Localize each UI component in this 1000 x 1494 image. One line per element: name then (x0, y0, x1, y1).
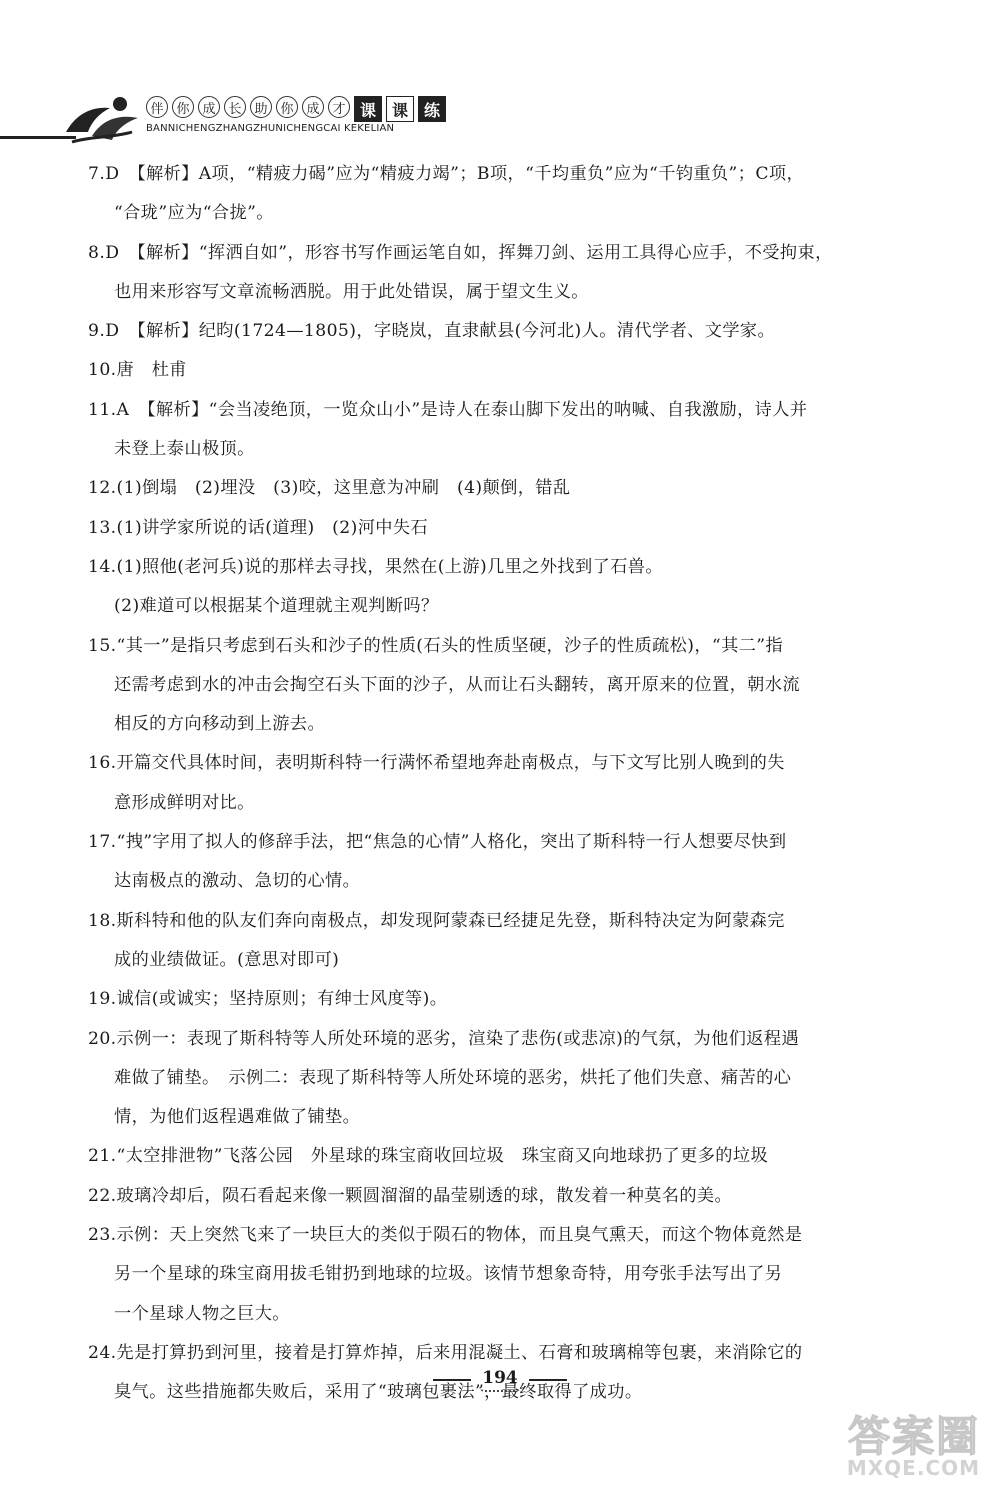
footer-rule-left (433, 1379, 471, 1381)
answer-item: 19.诚信(或诚实；坚持原则；有绅士风度等)。 (88, 989, 448, 1010)
answer-item: 15.“其一”是指只考虑到石头和沙子的性质(石头的性质坚硬，沙子的性质疏松)，“其二”指 (88, 635, 784, 656)
answer-item: 8.D 【解析】“挥洒自如”，形容书写作画运笔自如，挥舞刀剑、运用工具得心应手，不受拘束， (88, 242, 833, 263)
answer-continuation: 相反的方向移动到上游去。 (114, 714, 326, 735)
slogan-char: 你 (276, 96, 298, 118)
slogan-char: 伴 (146, 96, 168, 118)
answer-item: 12.(1)倒塌 (2)埋没 (3)咬，这里意为冲刷 (4)颠倒，错乱 (88, 478, 571, 499)
answer-continuation: “合珑”应为“合拢”。 (114, 203, 274, 224)
answer-continuation: 意形成鲜明对比。 (114, 792, 255, 813)
answer-item: 9.D 【解析】纪昀(1724—1805)，字晓岚，直隶献县(今河北)人。清代学者、文学家。 (88, 321, 776, 342)
slogan-char: 成 (198, 96, 220, 118)
runner-logo-icon (62, 92, 140, 148)
answer-continuation: 还需考虑到水的冲击会掏空石头下面的沙子，从而让石头翻转，离开原来的位置，朝水流 (114, 674, 800, 695)
answer-item: 11.A 【解析】“会当凌绝顶，一览众山小”是诗人在泰山脚下发出的呐喊、自我激励，诗人并 (88, 399, 808, 420)
answer-continuation: 一个星球人物之巨大。 (114, 1303, 290, 1324)
answer-continuation: 未登上泰山极顶。 (114, 439, 255, 460)
answer-item: 22.玻璃冷却后，陨石看起来像一颗圆溜溜的晶莹剔透的球，散发着一种莫名的美。 (88, 1185, 733, 1206)
page-number: 194 (479, 1368, 521, 1392)
answer-continuation: 也用来形容写文章流畅洒脱。用于此处错误，属于望文生义。 (114, 281, 589, 302)
slogan-char: 长 (224, 96, 246, 118)
answer-item: 18.斯科特和他的队友们奔向南极点，却发现阿蒙森已经捷足先登，斯科特决定为阿蒙森完 (88, 910, 785, 931)
answer-item: 10.唐 杜甫 (88, 360, 187, 381)
watermark-url: MXQE.COM (846, 1456, 980, 1480)
brand-char: 练 (418, 96, 446, 122)
slogan-char: 助 (250, 96, 272, 118)
answer-item: 23.示例：天上突然飞来了一块巨大的类似于陨石的物体，而且臭气熏天，而这个物体竟然是 (88, 1225, 803, 1246)
slogan-char: 才 (328, 96, 350, 118)
answer-item: 16.开篇交代具体时间，表明斯科特一行满怀希望地奔赴南极点，与下文写比别人晚到的失 (88, 753, 785, 774)
answer-continuation: 达南极点的激动、急切的心情。 (114, 871, 361, 892)
answer-item: 17.“拽”字用了拟人的修辞手法，把“焦急的心情”人格化，突出了斯科特一行人想要尽快到 (88, 832, 787, 853)
answer-item: 7.D 【解析】A项，“精疲力碣”应为“精疲力竭”；B项，“千均重负”应为“千钧重负”；C项， (88, 164, 805, 184)
answer-list (88, 155, 908, 1413)
header-pinyin: BANNICHENGZHANGZHUNICHENGCAI KEKELIAN (146, 123, 395, 134)
answer-continuation: 成的业绩做证。(意思对即可) (114, 949, 340, 970)
footer-rule-right (529, 1379, 567, 1381)
answer-continuation: 难做了铺垫。 示例二：表现了斯科特等人所处环境的恶劣，烘托了他们失意、痛苦的心 (114, 1067, 792, 1088)
answer-continuation: 臭气。这些措施都失败后，采用了“玻璃包裹法”，最终取得了成功。 (114, 1382, 643, 1403)
header-slogan (146, 96, 446, 122)
answer-item: 14.(1)照他(老河兵)说的那样去寻找，果然在(上游)几里之外找到了石兽。 (88, 556, 663, 577)
slogan-char: 你 (172, 96, 194, 118)
brand-char: 课 (386, 96, 414, 122)
answer-item: 20.示例一：表现了斯科特等人所处环境的恶劣，渲染了悲伤(或悲凉)的气氛，为他们返程遇 (88, 1028, 800, 1049)
watermark-logo-text: 答案圈 (847, 1412, 980, 1461)
answer-continuation: (2)难道可以根据某个道理就主观判断吗？ (114, 596, 439, 617)
page-footer (0, 1360, 1000, 1400)
watermark (800, 1404, 990, 1486)
answer-continuation: 另一个星球的珠宝商用拔毛钳扔到地球的垃圾。该情节想象奇特，用夸张手法写出了另 (114, 1264, 783, 1285)
answer-item: 24.先是打算扔到河里，接着是打算炸掉，后来用混凝土、石膏和玻璃棉等包裹，来消除它的 (88, 1342, 803, 1363)
answer-item: 13.(1)讲学家所说的话(道理) (2)河中失石 (88, 517, 429, 538)
page-header (0, 92, 460, 152)
brand-char: 课 (354, 96, 382, 122)
answer-continuation: 情，为他们返程遇难做了铺垫。 (114, 1107, 361, 1128)
slogan-char: 成 (302, 96, 324, 118)
answer-item: 21.“太空排泄物”飞落公园 外星球的珠宝商收回垃圾 珠宝商又向地球扔了更多的垃圾 (88, 1146, 769, 1167)
